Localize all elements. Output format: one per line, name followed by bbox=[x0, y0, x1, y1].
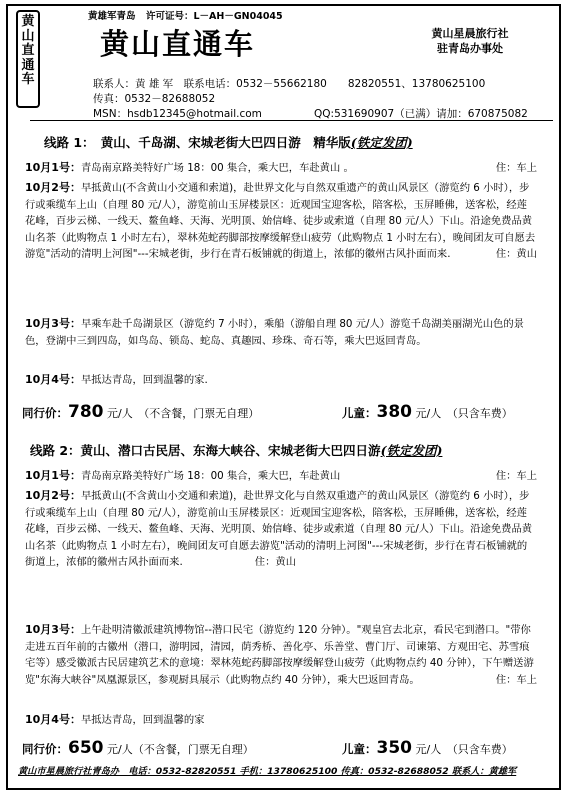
itinerary-day bbox=[25, 712, 537, 729]
logo-char: 车 bbox=[21, 72, 35, 87]
contact-phone: 联系人：黄 雄 军 联系电话：0532－55662180 82820551、13780625100 bbox=[93, 78, 486, 90]
itinerary-day bbox=[25, 488, 537, 571]
route-2-price bbox=[22, 738, 542, 758]
day-label: 10月3号： bbox=[25, 623, 81, 636]
day-text: 青岛南京路美特好广场 18：00 集合，乘大巴，车赴黄山 bbox=[80, 470, 341, 482]
lodging: 住：车上 bbox=[495, 673, 537, 686]
logo-char: 通 bbox=[21, 57, 35, 73]
route-tag: (铁定发团) bbox=[350, 135, 413, 150]
child-price-block bbox=[342, 738, 513, 758]
lodging: 住：车上 bbox=[495, 162, 537, 174]
adult-price: 650 bbox=[68, 738, 104, 758]
day-label: 10月4号： bbox=[25, 373, 81, 386]
logo-char: 山 bbox=[21, 28, 35, 44]
adult-price: 780 bbox=[68, 402, 104, 422]
day-text: 早抵达青岛，回到温馨的家 bbox=[80, 714, 205, 726]
day-label: 10月3号： bbox=[25, 317, 81, 330]
day-text: 早抵黄山(不含黄山小交通和索道)，赴世界文化与自然双重遗产的黄山风景区（游览约 6 小时），步行或乘缆车上山（自理 80 元/人），游览前山玉屏楼景区：近观国宝迎客松，陪客松，玉屏睡佛，送客松，经莲花峰，百步云梯、一线天、鳌鱼峰、天海、光明顶、始信峰、徒步或索道（自理 80 元/人）下山。沿途免费品黄山名茶（此购物点 1 小时左右），翠林苑蛇药脚部按摩缓解登山疲劳（此购物点 1 小时左右），晚间团友可自愿去游览"活动的清明上河图"---宋城老街，步行在青石板铺就的街道上，浓郁的徽州古风扑面而来. bbox=[25, 182, 536, 260]
day-label: 10月2号： bbox=[25, 181, 81, 194]
lodging: 住：黄山 bbox=[495, 248, 537, 260]
day-label: 10月1号： bbox=[25, 161, 81, 174]
route-title-text: 线路 2：黄山、潜口古民居、东海大峡谷、宋城老街大巴四日游 bbox=[30, 443, 381, 458]
license-number: 许可证号：L－AH－GN04045 bbox=[146, 11, 283, 22]
itinerary-day bbox=[25, 160, 537, 177]
day-text: 上午赴明清徽派建筑博物馆--潜口民宅（游览约 120 分钟）。"观皇宫去北京，看民宅到潜口。"带你走进五百年前的古徽州（潜口，游明园，清园，荫秀桥、善化亭、乐善堂、曹门厅、司谏第、方观田宅、苏雪痕宅等）感受徽派古民居建筑艺术的意境：翠林苑蛇药脚部按摩缓解登山疲劳（此购物点约 40 分钟），下午赠送游览"东海大峡谷"凤凰源景区，参观厨具展示（此购物点约 40 分钟），乘大巴返回青岛。 bbox=[25, 624, 534, 686]
itinerary-day bbox=[25, 622, 537, 688]
day-label: 10月1号： bbox=[25, 469, 81, 482]
itinerary-day bbox=[25, 468, 537, 485]
price-label: 同行价： bbox=[22, 742, 68, 756]
brand-name: 黄雄军青岛 bbox=[88, 11, 136, 22]
contact-qq: QQ:531690907（已满）请加：670875082 bbox=[314, 108, 528, 120]
agency-line: 驻青岛办事处 bbox=[437, 42, 503, 55]
itinerary-day bbox=[25, 180, 537, 263]
day-label: 10月4号： bbox=[25, 713, 81, 726]
kid-unit: 元/人 （只含车费） bbox=[415, 407, 513, 420]
itinerary-day bbox=[25, 372, 537, 389]
price-unit: 元/人 （不含餐，门票无自理） bbox=[107, 407, 260, 420]
page-title: 黄山直通车 bbox=[100, 27, 256, 61]
day-text: 早抵黄山(不含黄山小交通和索道)，赴世界文化与自然双重遗产的黄山风景区（游览约 6 小时），步行或乘缆车上山（自理 80 元/人），游览前山玉屏楼景区：近观国宝迎客松，陪客松，玉屏睡佛，送客松，经莲花峰，百步云梯、一线天、鳌鱼峰、天海、光明顶、始信峰、徒步或索道（自理 80 元/人）下山。沿途免费品黄山名茶（此购物点 1 小时左右），晚间团友可自愿去游览"活动的清明上河图"---宋城老街，步行在青石板铺就的街道上，浓郁的徽州古风扑面而来. 住：黄山 bbox=[25, 490, 533, 568]
kid-label: 儿童： bbox=[342, 406, 377, 420]
kid-unit: 元/人 （只含车费） bbox=[415, 743, 513, 756]
lodging: 住：车上 bbox=[495, 470, 537, 482]
logo-char: 直 bbox=[21, 43, 35, 58]
route-2-title bbox=[30, 441, 442, 459]
day-label: 10月2号： bbox=[25, 489, 81, 502]
day-text: 早抵达青岛，回到温馨的家. bbox=[80, 374, 208, 386]
footer-contact: 黄山市星晨旅行社青岛办 电话：0532-82820551 手机：13780625100 传真：0532-82688052 联系人：黄雄军 bbox=[18, 766, 517, 777]
itinerary-day bbox=[25, 316, 537, 349]
day-text: 青岛南京路美特好广场 18：00 集合，乘大巴，车赴黄山 。 bbox=[80, 162, 354, 174]
contact-fax: 传真：0532－82688052 bbox=[93, 93, 216, 105]
kid-label: 儿童： bbox=[342, 742, 377, 756]
agency-line: 黄山星晨旅行社 bbox=[431, 27, 509, 40]
agency-name bbox=[412, 26, 528, 56]
logo-char: 黄 bbox=[21, 14, 35, 29]
child-price-block bbox=[342, 402, 513, 422]
logo-box bbox=[16, 10, 40, 108]
route-1-title bbox=[44, 133, 413, 151]
price-unit: 元/人（不含餐，门票无自理） bbox=[107, 743, 254, 756]
header-divider bbox=[30, 120, 553, 121]
price-label: 同行价： bbox=[22, 406, 68, 420]
route-tag: (铁定发团) bbox=[380, 443, 443, 458]
day-text: 早乘车赴千岛湖景区（游览约 7 小时），乘船（游船自理 80 元/人）游览千岛湖美丽湖光山色的景色，登湖中三到四岛，如鸟岛、锁岛、蛇岛、真趣园、珍珠、奇石等，乘大巴返回青岛。 bbox=[25, 318, 524, 347]
child-price: 350 bbox=[376, 738, 412, 758]
child-price: 380 bbox=[376, 402, 412, 422]
route-1-price bbox=[22, 402, 542, 422]
route-title-text: 线路 1： 黄山、千岛湖、宋城老街大巴四日游 精华版 bbox=[44, 135, 351, 150]
contact-msn: MSN：hsdb12345@hotmail.com bbox=[93, 108, 262, 120]
